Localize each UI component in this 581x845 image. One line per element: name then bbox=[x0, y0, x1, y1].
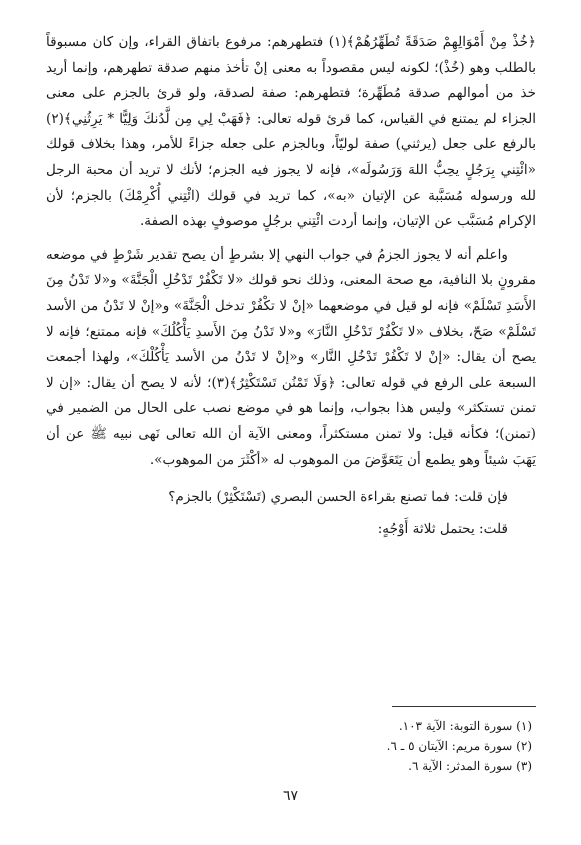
footnote-1: (١) سورة التوبة: الآية ١٠٣. bbox=[398, 719, 532, 733]
main-text bbox=[46, 30, 536, 542]
paragraph-2: واعلم أنه لا يجوز الجزمُ في جواب النهي إلا بشرطٍ أن يصح تقدير شَرْطٍ في موضعه مقرونٍ بلا النافية، مع صحة المعنى، وذلك نحو قولك «لا تَكْفُرْ تَدْخُلِ الْجَنَّةَ» و«لا تَدْنُ مِنَ الأَسَدِ تَسْلَمْ» فإنه لو قيل في موضعهما «إنْ لا تكْفُرْ تدخل الْجَنَّةَ» و«إنْ لا تَدْنُ من الأسد تَسْلَمْ» صَحّ، بخلاف «لا تَكْفُرْ تَدْخُلِ النَّارَ» و«لا تَدْنُ مِنَ الأَسدِ يَأْكُلُكَ» فإنه ممتنع؛ فإنه لا يصح أن يقال: «إنْ لا تَكْفُرْ تَدْخُلِ النَّار» و«إنْ لا تَدْنُ من الأسد يَأْكُلْكَ»، ولهذا أجمعت السبعة على الرفع في قوله تعالى: ﴿وَلَا تَمْنُن تَسْتَكْثِرُ﴾(٣)؛ لأنه لا يصح أن يقال: «إن لا تمنن تستكثر» وليس هذا بجواب، وإنما هو في موضع نصب على الحال من الضمير في (تمنن)؛ فكأنه قيل: ولا تمنن مستكثراً، ومعنى الآية أن الله تعالى نَهى نبيه ﷺ عن أن يَهَبَ شيئاً وهو يطمع أن يَتَعَوَّضَ من الموهوب له «أكْثَرَ من الموهوب». bbox=[46, 246, 536, 468]
footnotes bbox=[46, 716, 536, 776]
footnote-2: (٢) سورة مريم: الآيتان ٥ ـ ٦. bbox=[386, 739, 532, 753]
answer-line: قلت: يحتمل ثلاثة أَوْجُهٍ: bbox=[377, 520, 508, 537]
page-number: ٦٧ bbox=[282, 788, 299, 804]
footnote-separator bbox=[392, 706, 536, 707]
paragraph-1: ﴿خُذْ مِنْ أَمْوَالِهِمْ صَدَقَةً تُطَهِّرُهُمْ﴾(١) فتطهرهم: مرفوع باتفاق القراء، وإن كان مسبوقاً بالطلب وهو (خُذْ)؛ لكونه ليس مقصوداً به معنى إنْ تأخذ منهم صدقة تطهرهم، وإنما أريد خذ من أموالهم صدقة مُطَهِّرة؛ فتطهرهم: صفة لصدقة، ولو قرئ بالجزم على معنى الجزاء لم يمتنع في القياس، كما قرئ قوله تعالى: ﴿فَهَبْ لِي مِن لَّدُنكَ وَلِيًّا * يَرِثُنِي﴾(٢) بالرفع على جعل (يرثني) صفة لوليّاً، وبالجزم على جعله جزاءً للأمر، وهذا بخلاف قولك «ائْتِني بِرَجُلٍ يحِبُّ اللهَ وَرَسُولَه»، فإنه لا يجوز فيه الجزم؛ لأنك لا تريد أن محبة الرجل لله ورسوله مُسَبَّبة عن الإتيان «به»، كما تريد في قولك (ائْتِني أُكْرِمْكَ) بالجزم؛ لأن الإكرام مُسَبَّب عن الإتيان، وإنما أردت ائْتِني برجُلٍ موصوفٍ بهذه الصفة. bbox=[46, 34, 536, 230]
question-line: فإن قلت: فما تصنع بقراءة الحسن البصري (تَسْتَكْثِرْ) بالجزم؟ bbox=[168, 489, 508, 506]
footnote-3: (٣) سورة المدثر: الآية ٦. bbox=[408, 759, 532, 773]
